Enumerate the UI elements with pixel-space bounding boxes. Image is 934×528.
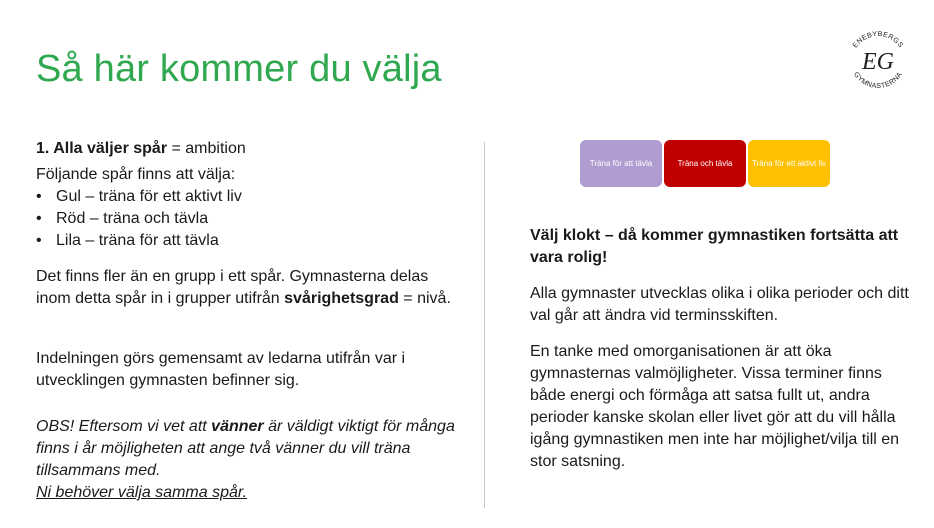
groups-paragraph <box>36 266 456 310</box>
list-item: • Lila – träna för att tävla <box>36 230 456 252</box>
track-boxes <box>580 140 830 188</box>
track-box-red: Träna och tävla <box>664 140 746 187</box>
eg-monogram-logo-icon <box>842 24 914 96</box>
list-item: • Röd – träna och tävla <box>36 208 456 230</box>
groups-text-end: = nivå. <box>398 290 451 307</box>
choose-wisely-heading: Välj klokt – då kommer gymnastiken fortsätta att vara rolig! <box>530 227 899 266</box>
right-column <box>530 225 914 473</box>
track-box-purple: Träna för att tävla <box>580 140 662 187</box>
division-paragraph: Indelningen görs gemensamt av ledarna utifrån var i utvecklingen gymnasten befinner sig. <box>36 350 406 389</box>
groups-text: Det finns fler än en grupp i ett spår. Gymnasterna delas inom detta spår in i grupper utifrån <box>36 268 429 307</box>
logo-bottom-text: GYMNASTERNA <box>851 71 904 91</box>
logo-top-text: ENEBYBERGS <box>851 30 905 50</box>
choose-track-rest: = ambition <box>167 140 246 157</box>
left-column <box>36 138 456 504</box>
development-paragraph: Alla gymnaster utvecklas olika i olika perioder och ditt val går att ändra vid terminsskiften. <box>530 285 909 324</box>
friends-bold: vänner <box>211 418 264 435</box>
difficulty-bold: svårighetsgrad <box>284 290 399 307</box>
track-list <box>36 186 456 252</box>
logo-monogram: EG <box>862 49 894 75</box>
choose-track-line <box>36 138 456 160</box>
list-item: • Gul – träna för ett aktivt liv <box>36 186 456 208</box>
svg-text:ENEBYBERGS <box>852 31 904 50</box>
same-track-underline: Ni behöver välja samma spår. <box>36 484 248 501</box>
page-title: Så här kommer du välja <box>36 48 442 90</box>
obs-text: OBS! Eftersom vi vet att <box>36 418 212 435</box>
obs-text-end: är väldigt viktigt för många finns i år möjligheten att ange två vänner du vill träna tillsammans med. <box>36 418 455 479</box>
tracks-intro: Följande spår finns att välja: <box>36 166 236 183</box>
reorganisation-paragraph: En tanke med omorganisationen är att öka gymnasternas valmöjligheter. Vissa terminer finns både energi och förmåga att satsa fullt ut, andra perioder kanske skolan eller livet gör att du vill hålla igång gymnastiken men inte har möjlighet/vilja till en stor satsning. <box>530 343 900 470</box>
choose-track-bold: 1. Alla väljer spår <box>36 140 168 157</box>
track-box-yellow: Träna för ett aktivt liv <box>748 140 830 187</box>
column-divider <box>484 142 485 508</box>
obs-paragraph <box>36 416 456 504</box>
